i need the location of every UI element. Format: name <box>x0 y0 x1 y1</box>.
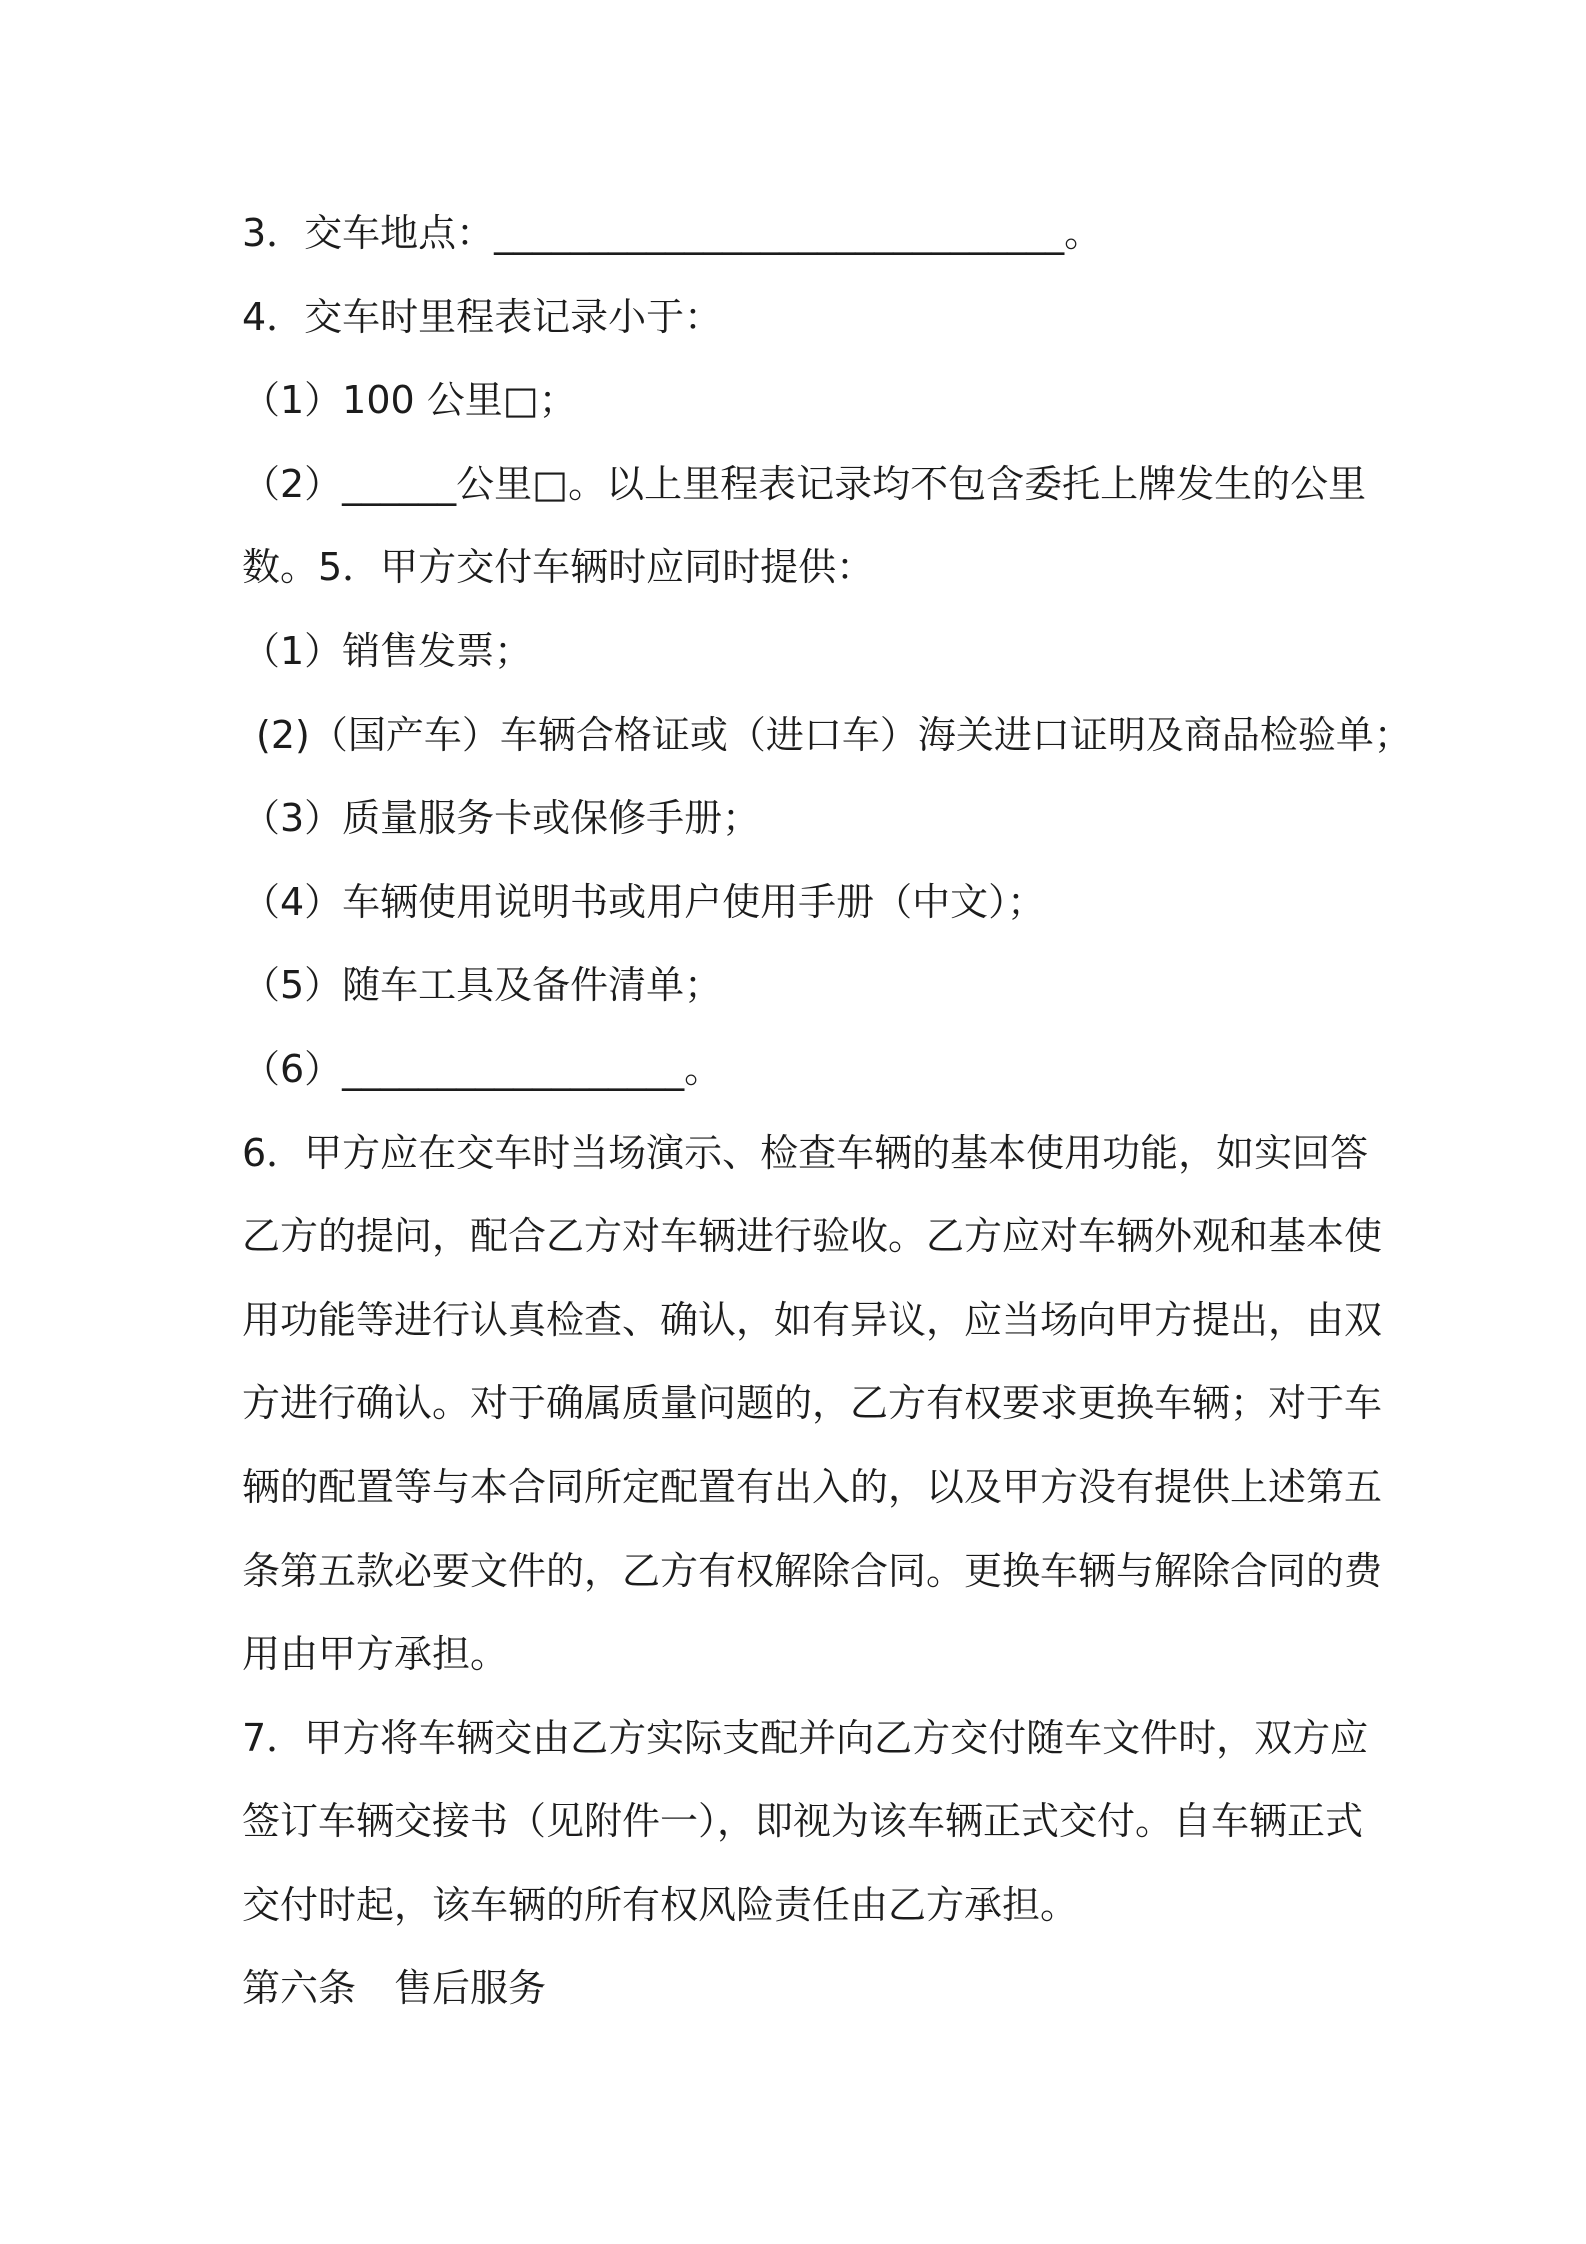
clause-5-item: （5）随车工具及备件清单； <box>242 963 723 1008</box>
clause-6-line: 用由甲方承担。 <box>242 1632 509 1677</box>
clause-4-option-2: （2）______公里□。以上里程表记录均不包含委托上牌发生的公里 <box>242 461 1367 506</box>
clause-4-heading: 4．交车时里程表记录小于： <box>242 294 723 339</box>
document-page <box>242 192 1442 2031</box>
clause-7-line: 交付时起，该车辆的所有权风险责任由乙方承担。 <box>242 1882 1079 1927</box>
clause-4-option-1: （1）100 公里□； <box>242 378 577 423</box>
article-heading: 第六条 售后服务 <box>242 1966 547 2011</box>
clause-7-line: 签订车辆交接书（见附件一），即视为该车辆正式交付。自车辆正式 <box>242 1799 1364 1844</box>
clause-7-line: 7．甲方将车辆交由乙方实际支配并向乙方交付随车文件时，双方应 <box>242 1715 1369 1760</box>
clause-5-item: （4）车辆使用说明书或用户使用手册（中文）； <box>242 879 1046 924</box>
clause-5-item: (2)（国产车）车辆合格证或（进口车）海关进口证明及商品检验单； <box>256 712 1412 757</box>
clause-6-line: 条第五款必要文件的，乙方有权解除合同。更换车辆与解除合同的费 <box>242 1548 1383 1593</box>
clause-5-item: （1）销售发票； <box>242 628 533 673</box>
clause-6-line: 6．甲方应在交车时当场演示、检查车辆的基本使用功能，如实回答 <box>242 1130 1369 1175</box>
clause-3-delivery-location: 3．交车地点：______________________________。 <box>242 211 1103 255</box>
clause-6-line: 方进行确认。对于确属质量问题的，乙方有权要求更换车辆；对于车 <box>242 1381 1383 1426</box>
clause-6-line: 用功能等进行认真检查、确认，如有异议，应当场向甲方提出，由双 <box>242 1297 1383 1342</box>
clause-6-line: 辆的配置等与本合同所定配置有出入的，以及甲方没有提供上述第五 <box>242 1464 1383 1509</box>
clause-4-continuation: 数。5．甲方交付车辆时应同时提供： <box>242 545 875 590</box>
clause-5-item: （3）质量服务卡或保修手册； <box>242 796 761 841</box>
clause-5-item: （6）__________________。 <box>242 1046 723 1091</box>
clause-6-line: 乙方的提问，配合乙方对车辆进行验收。乙方应对车辆外观和基本使 <box>242 1214 1383 1259</box>
